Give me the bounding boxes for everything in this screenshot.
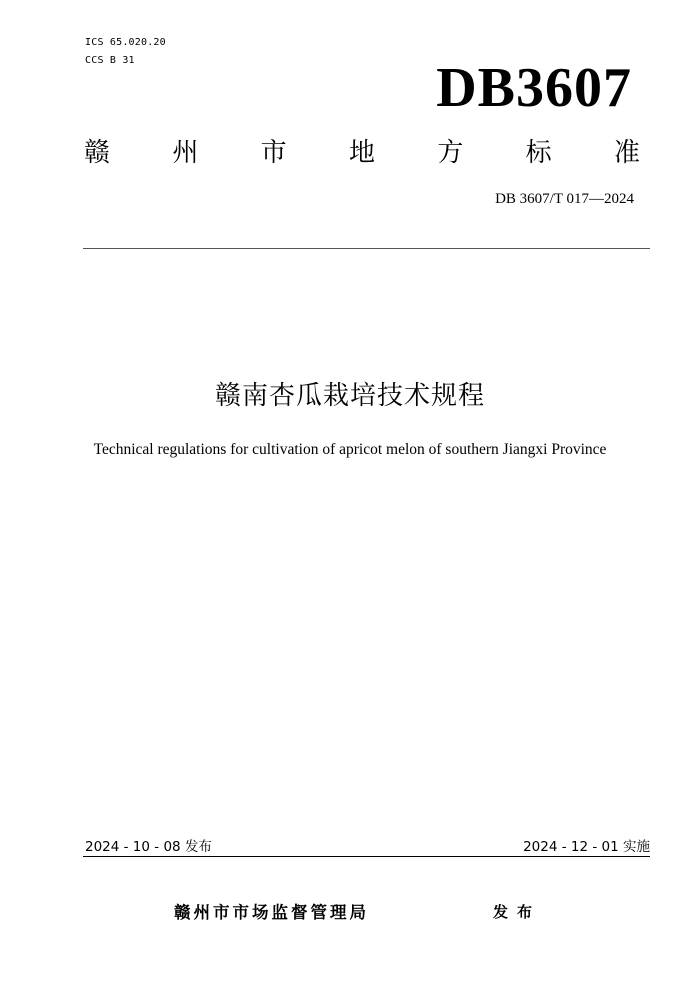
implementation-date: 2024 - 12 - 01 实施 <box>523 839 650 855</box>
standard-type-heading <box>84 136 640 170</box>
standard-type-char: 赣 <box>84 138 111 168</box>
publish-label: 发布 <box>493 903 542 921</box>
footer-divider <box>83 856 650 857</box>
standard-type-char: 准 <box>613 138 640 168</box>
standard-type-char: 州 <box>172 138 199 168</box>
issuing-authority: 赣州市市场监督管理局 <box>174 903 369 922</box>
document-title-chinese: 赣南杏瓜栽培技术规程 <box>214 381 485 411</box>
document-title-english: Technical regulations for cultivation of apricot melon of southern Jiangxi Province <box>93 441 607 458</box>
standard-type-char: 标 <box>525 138 552 168</box>
issue-date: 2024 - 10 - 08 发布 <box>85 839 212 855</box>
ccs-code: CCS B 31 <box>85 55 135 66</box>
ics-code: ICS 65.020.20 <box>85 37 166 48</box>
standard-type-char: 方 <box>437 138 464 168</box>
standard-code-heading: DB3607 <box>436 57 632 119</box>
standard-number: DB 3607/T 017—2024 <box>495 191 634 207</box>
header-divider <box>83 248 650 249</box>
standard-type-char: 市 <box>260 138 287 168</box>
standard-type-char: 地 <box>348 138 375 168</box>
